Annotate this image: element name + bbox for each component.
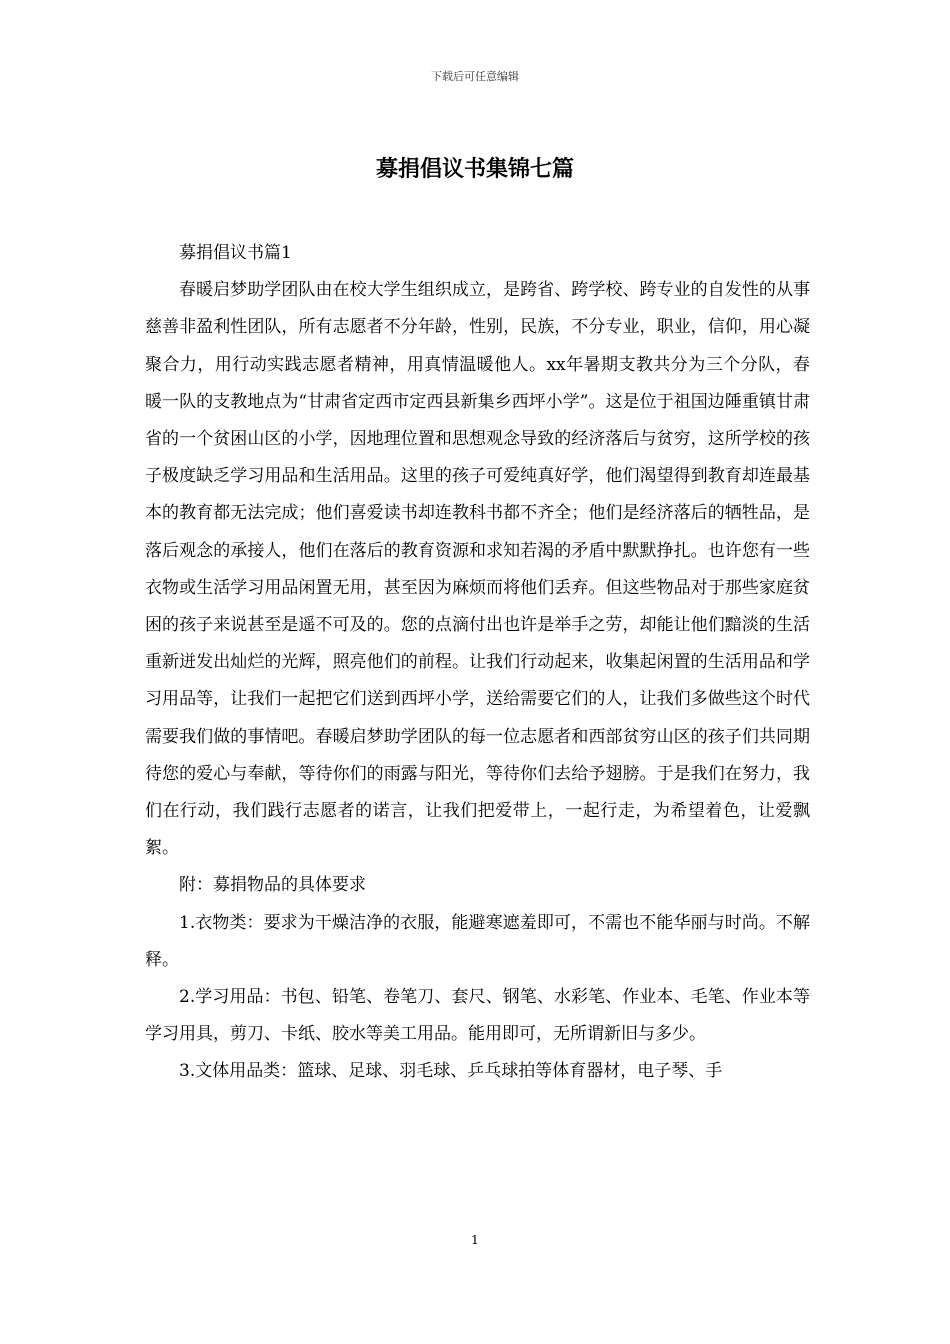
paragraph-appendix-heading: 附：募捐物品的具体要求 <box>179 875 366 896</box>
header-note: 下载后可任意编辑 <box>431 70 519 83</box>
paragraph-sports-supplies: 3.文体用品类：篮球、足球、羽毛球、乒乓球拍等体育器材，电子琴、手 <box>179 1061 723 1082</box>
paragraph-study-supplies: 2.学习用品：书包、铅笔、卷笔刀、套尺、钢笔、水彩笔、作业本、毛笔、作业本等学习用具，剪刀、卡纸、胶水等美工用品。能用即可，无所谓新旧与多少。 <box>145 987 810 1045</box>
paragraph-main: 春暖启梦助学团队由在校大学生组织成立，是跨省、跨学校、跨专业的自发性的从事慈善非盈利性团队，所有志愿者不分年龄，性别，民族，不分专业，职业，信仰，用心凝聚合力，用行动实践志愿者精神，用真情温暖他人。xx年暑期支教共分为三个分队，春暖一队的支教地点为“甘肃省定西市定西县新集乡西坪小学”。这是位于祖国边陲重镇甘肃省的一个贫困山区的小学，因地理位置和思想观念导致的经济落后与贫穷，这所学校的孩子极度缺乏学习用品和生活用品。这里的孩子可爱纯真好学，他们渴望得到教育却连最基本的教育都无法完成；他们喜爱读书却连教科书都不齐全；他们是经济落后的牺牲品，是落后观念的承接人，他们在落后的教育资源和求知若渴的矛盾中默默挣扎。也许您有一些衣物或生活学习用品闲置无用，甚至因为麻烦而将他们丢弃。但这些物品对于那些家庭贫困的孩子来说甚至是遥不可及的。您的点滴付出也许是举手之劳，却能让他们黯淡的生活重新迸发出灿烂的光辉，照亮他们的前程。让我们行动起来，收集起闲置的生活用品和学习用品等，让我们一起把它们送到西坪小学，送给需要它们的人，让我们多做些这个时代需要我们做的事情吧。春暖启梦助学团队的每一位志愿者和西部贫穷山区的孩子们共同期待您的爱心与奉献，等待你们的雨露与阳光，等待你们去给予翅膀。于是我们在努力，我们在行动，我们践行志愿者的诺言，让我们把爱带上，一起行走，为希望着色，让爱飘絮。 <box>145 280 810 859</box>
paragraph-clothing: 1.衣物类：要求为干燥洁净的衣服，能避寒遮羞即可，不需也不能华丽与时尚。不解释。 <box>145 912 810 970</box>
section-heading: 募捐倡议书篇1 <box>179 243 292 263</box>
document-title: 募捐倡议书集锦七篇 <box>375 157 574 182</box>
page-number: 1 <box>471 1233 479 1247</box>
document-body <box>145 235 810 1091</box>
